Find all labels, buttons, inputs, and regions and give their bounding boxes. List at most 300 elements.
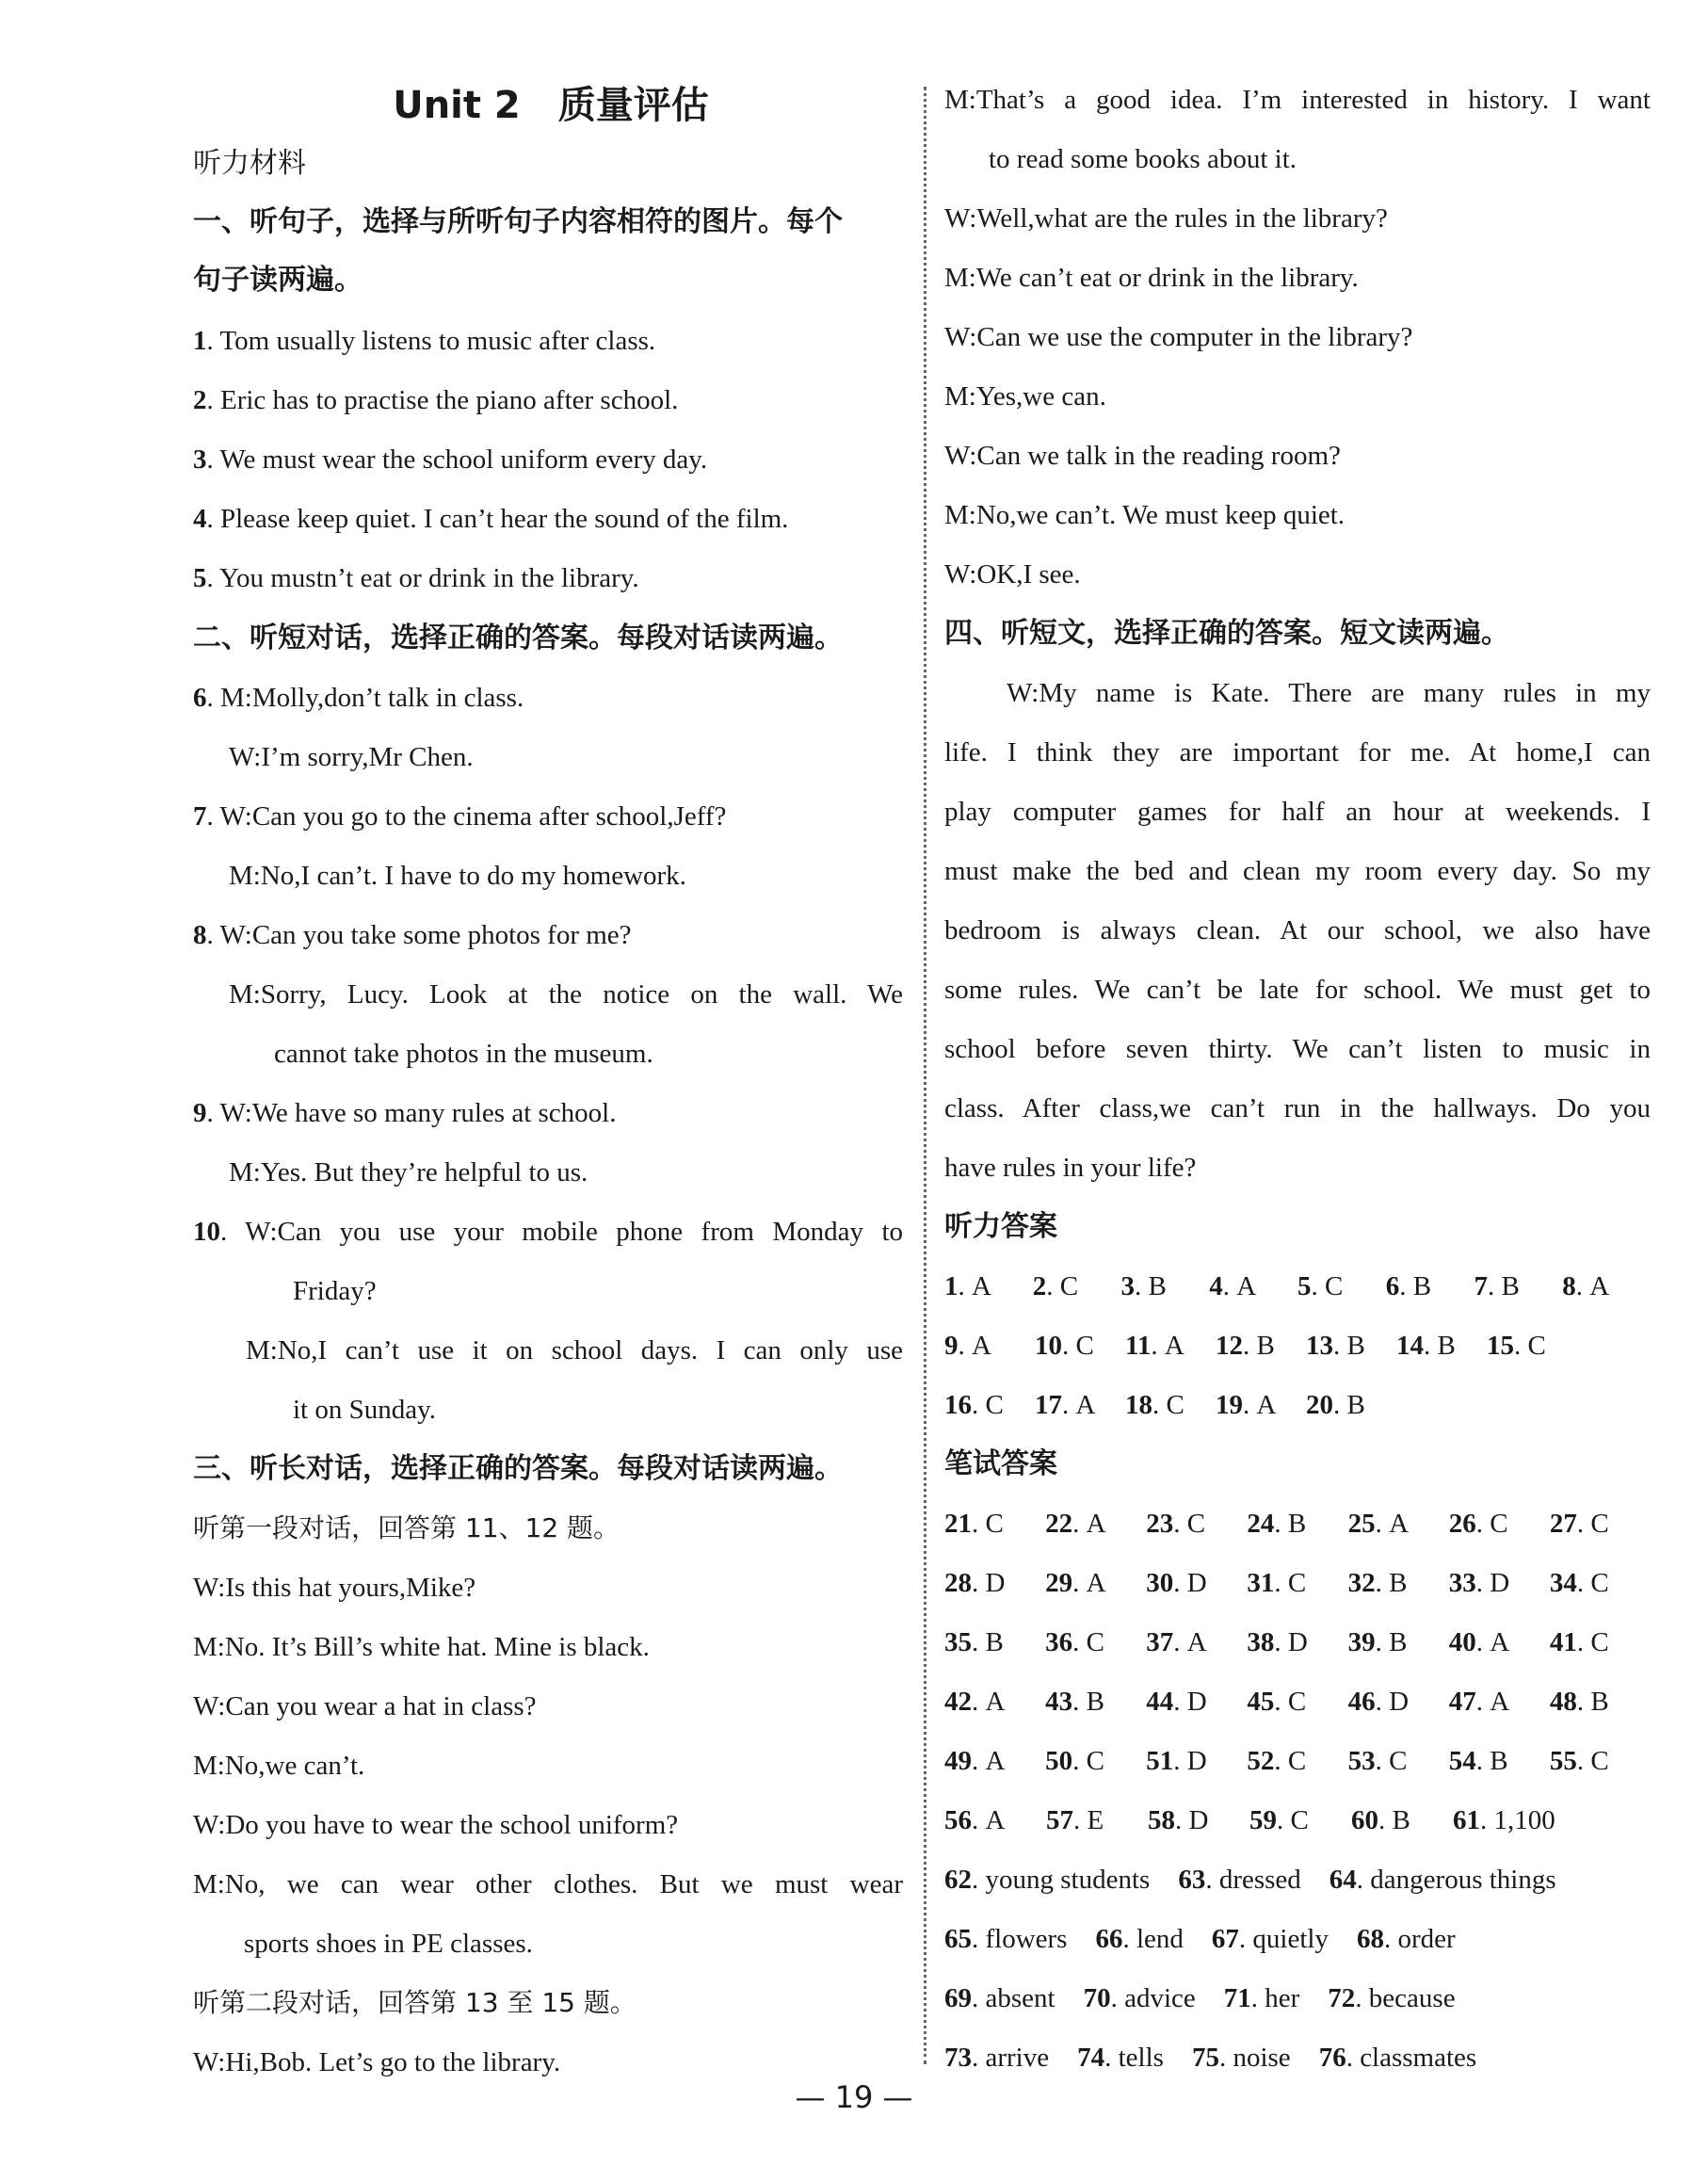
answer-item: 12. B (1216, 1325, 1306, 1366)
answer-value: D (1490, 1568, 1510, 1598)
answer-item: 48. B (1550, 1681, 1651, 1722)
answer-item: 3. B (1121, 1266, 1210, 1307)
answer-item: 64. dangerous things (1329, 1859, 1556, 1900)
answer-number: 61 (1453, 1805, 1480, 1835)
answer-value: E (1087, 1805, 1104, 1835)
answer-number: 47 (1448, 1687, 1476, 1717)
answer-number: 3 (1120, 1271, 1135, 1301)
sentence-1: 1. Tom usually listens to music after class. (193, 326, 656, 356)
conversation-2-line: W:Well,what are the rules in the library? (944, 203, 1388, 234)
answer-number: 45 (1247, 1687, 1275, 1717)
answer-value: order (1397, 1924, 1456, 1954)
answer-number: 8 (1562, 1271, 1576, 1301)
answer-value: C (1490, 1509, 1508, 1539)
answer-item: 14. B (1396, 1325, 1487, 1366)
answer-item: 6. B (1386, 1266, 1474, 1307)
answer-item: 2. C (1033, 1266, 1121, 1307)
answer-value: C (985, 1390, 1004, 1420)
answer-item: 66. lend (1095, 1918, 1183, 1960)
answer-item: 1. A (944, 1266, 1033, 1307)
answer-item: 72. because (1328, 1978, 1455, 2019)
answer-value: A (1075, 1390, 1096, 1420)
answer-number: 4 (1209, 1271, 1223, 1301)
answer-value: arrive (985, 2043, 1050, 2073)
conversation-2-line: W:Can we use the computer in the library? (944, 322, 1413, 352)
answer-item: 24. B (1247, 1503, 1347, 1544)
answer-item: 45. C (1247, 1681, 1347, 1722)
answer-number: 11 (1125, 1331, 1152, 1361)
answer-number: 15 (1487, 1331, 1514, 1361)
answer-value: C (1075, 1331, 1094, 1361)
answer-item: 69. absent (944, 1978, 1055, 2019)
passage-line: bedroom is always clean. At our school, we also have (944, 915, 1651, 945)
answer-value: C (1590, 1568, 1609, 1598)
answer-number: 64 (1329, 1865, 1357, 1895)
dialogue-6-line-2: W:I’m sorry,Mr Chen. (229, 742, 474, 772)
dialogue-6-line-1: 6. M:Molly,don’t talk in class. (193, 683, 524, 713)
conversation-2-line: M:No,we can’t. We must keep quiet. (944, 500, 1345, 530)
answer-number: 28 (944, 1568, 972, 1598)
answer-row (944, 1325, 1651, 1366)
item-number: 4 (193, 504, 207, 534)
answer-value: A (1389, 1509, 1410, 1539)
conversation-1-line: W:Do you have to wear the school uniform? (193, 1810, 679, 1840)
answer-row (944, 1859, 1651, 1900)
conversation-2-intro: 听第二段对话，回答第 13 至 15 题。 (193, 1987, 636, 2018)
conversation-1-line: M:No, we can wear other clothes. But we must wear (193, 1869, 903, 1899)
answer-value: C (985, 1509, 1004, 1539)
answer-value: flowers (985, 1924, 1068, 1954)
answer-number: 66 (1095, 1924, 1123, 1954)
answer-number: 70 (1083, 1983, 1111, 2013)
answer-row (944, 1503, 1651, 1544)
answer-number: 74 (1077, 2043, 1105, 2073)
dialogue-text: W:Can you use your mobile phone from Monday to (245, 1217, 903, 1247)
answer-value: B (1389, 1568, 1408, 1598)
answer-item: 43. B (1045, 1681, 1146, 1722)
answer-item: 49. A (944, 1740, 1045, 1782)
answer-value: C (1590, 1509, 1609, 1539)
dialogue-9-line-2: M:Yes. But they’re helpful to us. (229, 1157, 588, 1187)
item-number: 7 (193, 801, 207, 832)
answer-number: 43 (1045, 1687, 1073, 1717)
item-number: 5 (193, 563, 207, 593)
answer-value: A (972, 1271, 991, 1301)
answer-number: 40 (1448, 1627, 1476, 1657)
answer-item: 21. C (944, 1503, 1045, 1544)
answer-number: 17 (1035, 1390, 1062, 1420)
answer-number: 72 (1328, 1983, 1356, 2013)
passage-line: school before seven thirty. We can’t listen to music in (944, 1034, 1651, 1064)
dialogue-text: W:Can you go to the cinema after school,Jeff? (219, 801, 727, 832)
answer-number: 75 (1191, 2043, 1219, 2073)
conversation-2-line: M:We can’t eat or drink in the library. (944, 263, 1359, 293)
answer-item: 26. C (1449, 1503, 1550, 1544)
answer-item: 51. D (1146, 1740, 1247, 1782)
answer-item: 75. noise (1192, 2037, 1291, 2078)
answer-item: 16. C (944, 1384, 1035, 1426)
answer-value: B (1287, 1509, 1307, 1539)
passage-line: some rules. We can’t be late for school. We must get to (944, 975, 1651, 1005)
item-number: 6 (193, 683, 207, 713)
answer-number: 68 (1356, 1924, 1384, 1954)
answer-number: 19 (1216, 1390, 1243, 1420)
answer-value: B (985, 1627, 1004, 1657)
answer-item: 65. flowers (944, 1918, 1067, 1960)
answer-item: 39. B (1348, 1622, 1449, 1663)
answer-item: 76. classmates (1319, 2037, 1477, 2078)
answer-value: D (1186, 1687, 1207, 1717)
answer-item: 4. A (1209, 1266, 1297, 1307)
answer-value: absent (985, 1983, 1055, 2013)
answer-value: B (1256, 1331, 1275, 1361)
answer-value: B (1490, 1746, 1508, 1776)
conversation-1-intro: 听第一段对话，回答第 11、12 题。 (193, 1512, 620, 1543)
part1-heading-cont: 句子读两遍。 (193, 264, 363, 297)
answer-item: 54. B (1449, 1740, 1550, 1782)
answer-number: 59 (1249, 1805, 1277, 1835)
answer-value: C (1290, 1805, 1309, 1835)
answer-number: 6 (1385, 1271, 1400, 1301)
answer-value: D (985, 1568, 1006, 1598)
answer-number: 41 (1549, 1627, 1577, 1657)
answer-value: C (1086, 1746, 1104, 1776)
answer-item: 27. C (1550, 1503, 1651, 1544)
answer-number: 71 (1223, 1983, 1251, 2013)
answer-row (944, 1681, 1651, 1722)
answer-value: tells (1118, 2043, 1164, 2073)
answer-item: 10. C (1035, 1325, 1125, 1366)
passage-line: W:My name is Kate. There are many rules in my (1007, 678, 1651, 708)
conversation-1-line: W:Is this hat yours,Mike? (193, 1573, 476, 1603)
answer-number: 14 (1396, 1331, 1424, 1361)
answer-item: 32. B (1348, 1562, 1449, 1604)
item-number: 3 (193, 444, 207, 475)
answer-number: 24 (1247, 1509, 1275, 1539)
answer-number: 69 (944, 1983, 972, 2013)
dialogue-text: W:Can you take some photos for me? (219, 920, 632, 950)
answer-row (944, 1384, 1651, 1426)
answer-number: 73 (944, 2043, 972, 2073)
answer-number: 21 (944, 1509, 972, 1539)
passage-line: class. After class,we can’t run in the hallways. Do you (944, 1093, 1651, 1123)
sentence-text: You mustn’t eat or drink in the library. (218, 563, 639, 593)
answer-value: B (1389, 1627, 1408, 1657)
answer-number: 46 (1347, 1687, 1376, 1717)
answer-item: 17. A (1035, 1384, 1125, 1426)
answer-value: B (1346, 1331, 1365, 1361)
answer-item: 63. dressed (1178, 1859, 1300, 1900)
answer-item: 53. C (1348, 1740, 1449, 1782)
answer-number: 62 (944, 1865, 972, 1895)
part1-heading: 一、听句子，选择与所听句子内容相符的图片。每个 (193, 205, 843, 238)
answer-item: 19. A (1216, 1384, 1306, 1426)
answer-item: 55. C (1550, 1740, 1651, 1782)
answer-item: 73. arrive (944, 2037, 1049, 2078)
answer-value: 1,100 (1493, 1805, 1555, 1835)
answer-number: 57 (1046, 1805, 1073, 1835)
sentence-text: Eric has to practise the piano after school. (220, 385, 679, 415)
answer-item: 30. D (1146, 1562, 1247, 1604)
answer-row (944, 1266, 1651, 1307)
answer-value: A (1490, 1627, 1510, 1657)
dialogue-9-line-1: 9. W:We have so many rules at school. (193, 1098, 617, 1128)
answer-value: A (1186, 1627, 1207, 1657)
answer-number: 55 (1549, 1746, 1577, 1776)
dialogue-10-line-3: M:No,I can’t use it on school days. I can only use (246, 1335, 903, 1365)
answer-item: 62. young students (944, 1859, 1150, 1900)
answer-item: 35. B (944, 1622, 1045, 1663)
answer-value: A (1164, 1331, 1184, 1361)
page-number: — 19 — (795, 2079, 913, 2115)
answer-item: 15. C (1487, 1325, 1577, 1366)
answer-item: 38. D (1247, 1622, 1347, 1663)
answer-number: 9 (944, 1331, 959, 1361)
answer-value: quietly (1252, 1924, 1329, 1954)
answer-value: A (1256, 1390, 1277, 1420)
answer-value: B (1392, 1805, 1410, 1835)
item-number: 9 (193, 1098, 207, 1128)
answer-row (944, 1562, 1651, 1604)
part4-heading: 四、听短文，选择正确的答案。短文读两遍。 (944, 617, 1509, 650)
passage-line: have rules in your life? (944, 1153, 1197, 1183)
answer-item: 31. C (1247, 1562, 1347, 1604)
answer-item: 9. A (944, 1325, 1035, 1366)
answer-number: 54 (1448, 1746, 1476, 1776)
answer-item: 50. C (1045, 1740, 1146, 1782)
answer-item: 56. A (944, 1800, 1046, 1841)
answer-value: C (1389, 1746, 1408, 1776)
answer-row (944, 1918, 1651, 1960)
answer-number: 56 (944, 1805, 972, 1835)
dialogue-7-line-1: 7. W:Can you go to the cinema after school,Jeff? (193, 801, 727, 832)
answer-item: 59. C (1249, 1800, 1351, 1841)
answer-number: 50 (1045, 1746, 1073, 1776)
sentence-text: Tom usually listens to music after class. (219, 326, 656, 356)
answer-value: dangerous things (1370, 1865, 1556, 1895)
answer-value: dressed (1218, 1865, 1301, 1895)
answer-item: 47. A (1449, 1681, 1550, 1722)
answer-number: 5 (1297, 1271, 1312, 1301)
answer-value: C (1590, 1627, 1609, 1657)
conversation-1-line: M:No. It’s Bill’s white hat. Mine is black. (193, 1632, 650, 1662)
part3-heading: 三、听长对话，选择正确的答案。每段对话读两遍。 (193, 1452, 843, 1485)
answer-item: 5. C (1297, 1266, 1386, 1307)
answer-number: 48 (1549, 1687, 1577, 1717)
answer-value: A (1589, 1271, 1610, 1301)
answer-item: 74. tells (1077, 2037, 1164, 2078)
answer-item: 52. C (1247, 1740, 1347, 1782)
answer-item: 7. B (1474, 1266, 1563, 1307)
item-number: 8 (193, 920, 207, 950)
passage-line: life. I think they are important for me. At home,I can (944, 737, 1651, 767)
answer-item: 60. B (1351, 1800, 1453, 1841)
answer-value: A (985, 1687, 1006, 1717)
sentence-text: Please keep quiet. I can’t hear the sound of the film. (220, 504, 789, 534)
conversation-2-line: W:OK,I see. (944, 559, 1081, 590)
dialogue-8-line-3: cannot take photos in the museum. (274, 1039, 653, 1069)
passage-line: play computer games for half an hour at weekends. I (944, 797, 1651, 827)
answer-number: 31 (1247, 1568, 1275, 1598)
answer-item: 68. order (1357, 1918, 1456, 1960)
answer-item: 58. D (1148, 1800, 1249, 1841)
answer-number: 16 (944, 1390, 972, 1420)
answer-number: 7 (1474, 1271, 1488, 1301)
answer-value: D (1389, 1687, 1410, 1717)
sentence-4: 4. Please keep quiet. I can’t hear the sound of the film. (193, 504, 789, 534)
item-number: 10 (193, 1217, 220, 1247)
answer-value: B (1412, 1271, 1432, 1301)
answer-number: 18 (1125, 1390, 1152, 1420)
answer-number: 39 (1347, 1627, 1376, 1657)
answer-number: 37 (1146, 1627, 1174, 1657)
answer-value: C (1287, 1746, 1307, 1776)
answer-value: C (1287, 1568, 1307, 1598)
section-heading-listening-material: 听力材料 (193, 147, 306, 180)
conversation-1-line: sports shoes in PE classes. (244, 1929, 533, 1959)
answer-value: classmates (1360, 2043, 1477, 2073)
answer-value: her (1265, 1983, 1300, 2013)
answer-item: 8. A (1562, 1266, 1651, 1307)
answer-item: 33. D (1449, 1562, 1550, 1604)
item-number: 2 (193, 385, 207, 415)
answer-number: 52 (1247, 1746, 1275, 1776)
answer-item: 57. E (1046, 1800, 1148, 1841)
conversation-2-line: M:Yes,we can. (944, 381, 1106, 412)
answer-number: 53 (1347, 1746, 1376, 1776)
dialogue-text: W:We have so many rules at school. (219, 1098, 617, 1128)
answer-number: 38 (1247, 1627, 1275, 1657)
answer-item: 20. B (1306, 1384, 1396, 1426)
answer-value: D (1287, 1627, 1308, 1657)
answer-number: 25 (1347, 1509, 1376, 1539)
answer-item: 42. A (944, 1681, 1045, 1722)
answer-number: 67 (1211, 1924, 1239, 1954)
answer-value: C (1086, 1627, 1104, 1657)
answer-value: B (1501, 1271, 1520, 1301)
answer-row (944, 1740, 1651, 1782)
part2-heading: 二、听短对话，选择正确的答案。每段对话读两遍。 (193, 622, 843, 654)
answer-item: 28. D (944, 1562, 1045, 1604)
answer-item: 41. C (1550, 1622, 1651, 1663)
answer-value: C (1325, 1271, 1344, 1301)
answer-item: 71. her (1224, 1978, 1300, 2019)
sentence-text: We must wear the school uniform every day. (219, 444, 708, 475)
answer-number: 20 (1306, 1390, 1333, 1420)
answer-number: 36 (1045, 1627, 1073, 1657)
answer-number: 42 (944, 1687, 972, 1717)
page-title: Unit 2 质量评估 (393, 84, 709, 127)
answer-number: 51 (1146, 1746, 1174, 1776)
conversation-2-line: M:That’s a good idea. I’m interested in history. I want (944, 85, 1651, 115)
answer-number: 10 (1035, 1331, 1062, 1361)
answer-value: C (1166, 1390, 1184, 1420)
answer-row (944, 1978, 1651, 2019)
answer-item: 13. B (1306, 1325, 1396, 1366)
item-number: 1 (193, 326, 207, 356)
answer-value: noise (1233, 2043, 1291, 2073)
answer-item: 61. 1,100 (1453, 1800, 1555, 1841)
answer-value: B (1437, 1331, 1456, 1361)
sentence-3: 3. We must wear the school uniform every day. (193, 444, 708, 475)
answer-value: B (1148, 1271, 1167, 1301)
answer-number: 27 (1549, 1509, 1577, 1539)
answer-number: 26 (1448, 1509, 1476, 1539)
answer-value: C (1059, 1271, 1079, 1301)
column-divider (924, 87, 927, 2064)
answer-row (944, 1622, 1651, 1663)
answer-value: advice (1124, 1983, 1196, 2013)
answer-number: 29 (1045, 1568, 1073, 1598)
answer-item: 46. D (1348, 1681, 1449, 1722)
answer-item: 11. A (1125, 1325, 1216, 1366)
dialogue-10-line-2: Friday? (293, 1276, 377, 1306)
answer-number: 44 (1146, 1687, 1174, 1717)
answer-value: C (1287, 1687, 1307, 1717)
dialogue-7-line-2: M:No,I can’t. I have to do my homework. (229, 861, 686, 891)
dialogue-8-line-1: 8. W:Can you take some photos for me? (193, 920, 632, 950)
answer-value: D (1186, 1568, 1207, 1598)
listening-answers-heading: 听力答案 (944, 1210, 1057, 1243)
answer-number: 32 (1347, 1568, 1376, 1598)
sentence-2: 2. Eric has to practise the piano after school. (193, 385, 679, 415)
written-answers-heading: 笔试答案 (944, 1447, 1057, 1480)
answer-number: 2 (1032, 1271, 1047, 1301)
dialogue-8-line-2: M:Sorry, Lucy. Look at the notice on the wall. We (229, 979, 903, 1010)
conversation-1-line: W:Can you wear a hat in class? (193, 1691, 537, 1721)
answer-number: 22 (1045, 1509, 1073, 1539)
answer-number: 65 (944, 1924, 972, 1954)
dialogue-text: M:Molly,don’t talk in class. (220, 683, 524, 713)
answer-item: 23. C (1146, 1503, 1247, 1544)
answer-row (944, 1800, 1651, 1841)
answer-value: lend (1136, 1924, 1184, 1954)
passage-line: must make the bed and clean my room every day. So my (944, 856, 1651, 886)
answer-value: C (1590, 1746, 1609, 1776)
answer-number: 58 (1148, 1805, 1175, 1835)
answer-number: 1 (944, 1271, 959, 1301)
answer-number: 12 (1216, 1331, 1243, 1361)
answer-value: D (1186, 1746, 1207, 1776)
answer-value: C (1186, 1509, 1206, 1539)
answer-value: A (1490, 1687, 1510, 1717)
answer-row (944, 2037, 1651, 2078)
answer-value: A (985, 1805, 1006, 1835)
answer-item: 67. quietly (1212, 1918, 1329, 1960)
answer-value: B (1346, 1390, 1365, 1420)
answer-number: 13 (1306, 1331, 1333, 1361)
answer-number: 60 (1351, 1805, 1378, 1835)
conversation-2-line: to read some books about it. (989, 144, 1297, 174)
conversation-2-line: W:Can we talk in the reading room? (944, 441, 1341, 471)
answer-number: 30 (1146, 1568, 1174, 1598)
sentence-5: 5. You mustn’t eat or drink in the library. (193, 563, 639, 593)
answer-item: 22. A (1045, 1503, 1146, 1544)
answer-number: 63 (1178, 1865, 1206, 1895)
answer-value: B (1086, 1687, 1104, 1717)
answer-value: C (1527, 1331, 1546, 1361)
answer-value: young students (985, 1865, 1151, 1895)
answer-value: because (1368, 1983, 1456, 2013)
answer-number: 76 (1318, 2043, 1346, 2073)
answer-item: 34. C (1550, 1562, 1651, 1604)
answer-value: B (1590, 1687, 1609, 1717)
answer-item: 25. A (1348, 1503, 1449, 1544)
answer-item: 44. D (1146, 1681, 1247, 1722)
dialogue-10-line-1: 10. W:Can you use your mobile phone from Monday to (193, 1217, 903, 1247)
answer-item: 70. advice (1084, 1978, 1196, 2019)
answer-item: 29. A (1045, 1562, 1146, 1604)
